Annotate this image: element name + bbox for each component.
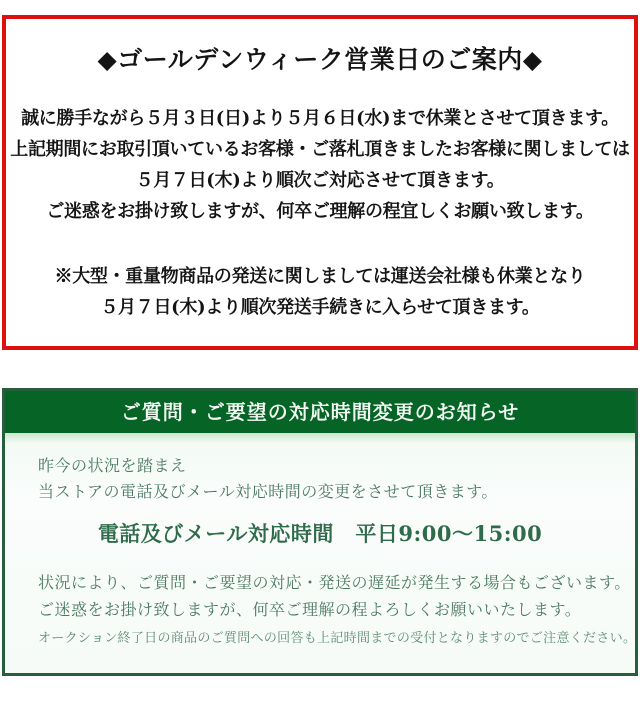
notice-line: ご迷惑をお掛け致しますが、何卒ご理解の程宜しくお願い致します。: [46, 201, 594, 222]
support-hours-line: 電話及びメール対応時間 平日9:00～15:00: [97, 521, 543, 546]
golden-week-notice-box: [2, 15, 638, 350]
notice-line: ５月７日(木)より順次発送手続きに入らせて頂きます。: [100, 297, 540, 318]
golden-week-shipping-note: [6, 261, 634, 323]
support-caution: [38, 569, 631, 623]
notice-page: [0, 15, 640, 717]
notice-line: ※大型・重量物商品の発送に関しましては運送会社様も休業となり: [54, 266, 586, 287]
golden-week-title: ◆ゴールデンウィーク営業日のご案内◆: [97, 45, 543, 74]
notice-line: 誠に勝手ながら５月３日(日)より５月６日(水)まで休業とさせて頂きます。: [21, 108, 619, 129]
notice-line: 状況により、ご質問・ご要望の対応・発送の遅延が発生する場合もございます。: [38, 573, 631, 592]
support-hours-notice-box: [2, 388, 638, 676]
notice-line: 上記期間にお取引頂いているお客様・ご落札頂きましたお客様に関しましては: [10, 139, 630, 160]
notice-line: 当ストアの電話及びメール対応時間の変更をさせて頂きます。: [38, 482, 498, 501]
support-intro: [38, 453, 615, 505]
support-notice-body: [5, 433, 635, 673]
notice-line: 昨今の状況を踏まえ: [38, 456, 187, 475]
support-footnote: オークション終了日の商品のご質問への回答も上記時間までの受付となりますのでご注意ください。: [38, 631, 637, 646]
notice-line: ５月７日(木)より順次ご対応させて頂きます。: [135, 170, 505, 191]
notice-line: ご迷惑をお掛け致しますが、何卒ご理解の程よろしくお願いいたします。: [38, 600, 582, 619]
support-notice-header: ご質問・ご要望の対応時間変更のお知らせ: [5, 391, 635, 433]
golden-week-body: [6, 103, 634, 227]
